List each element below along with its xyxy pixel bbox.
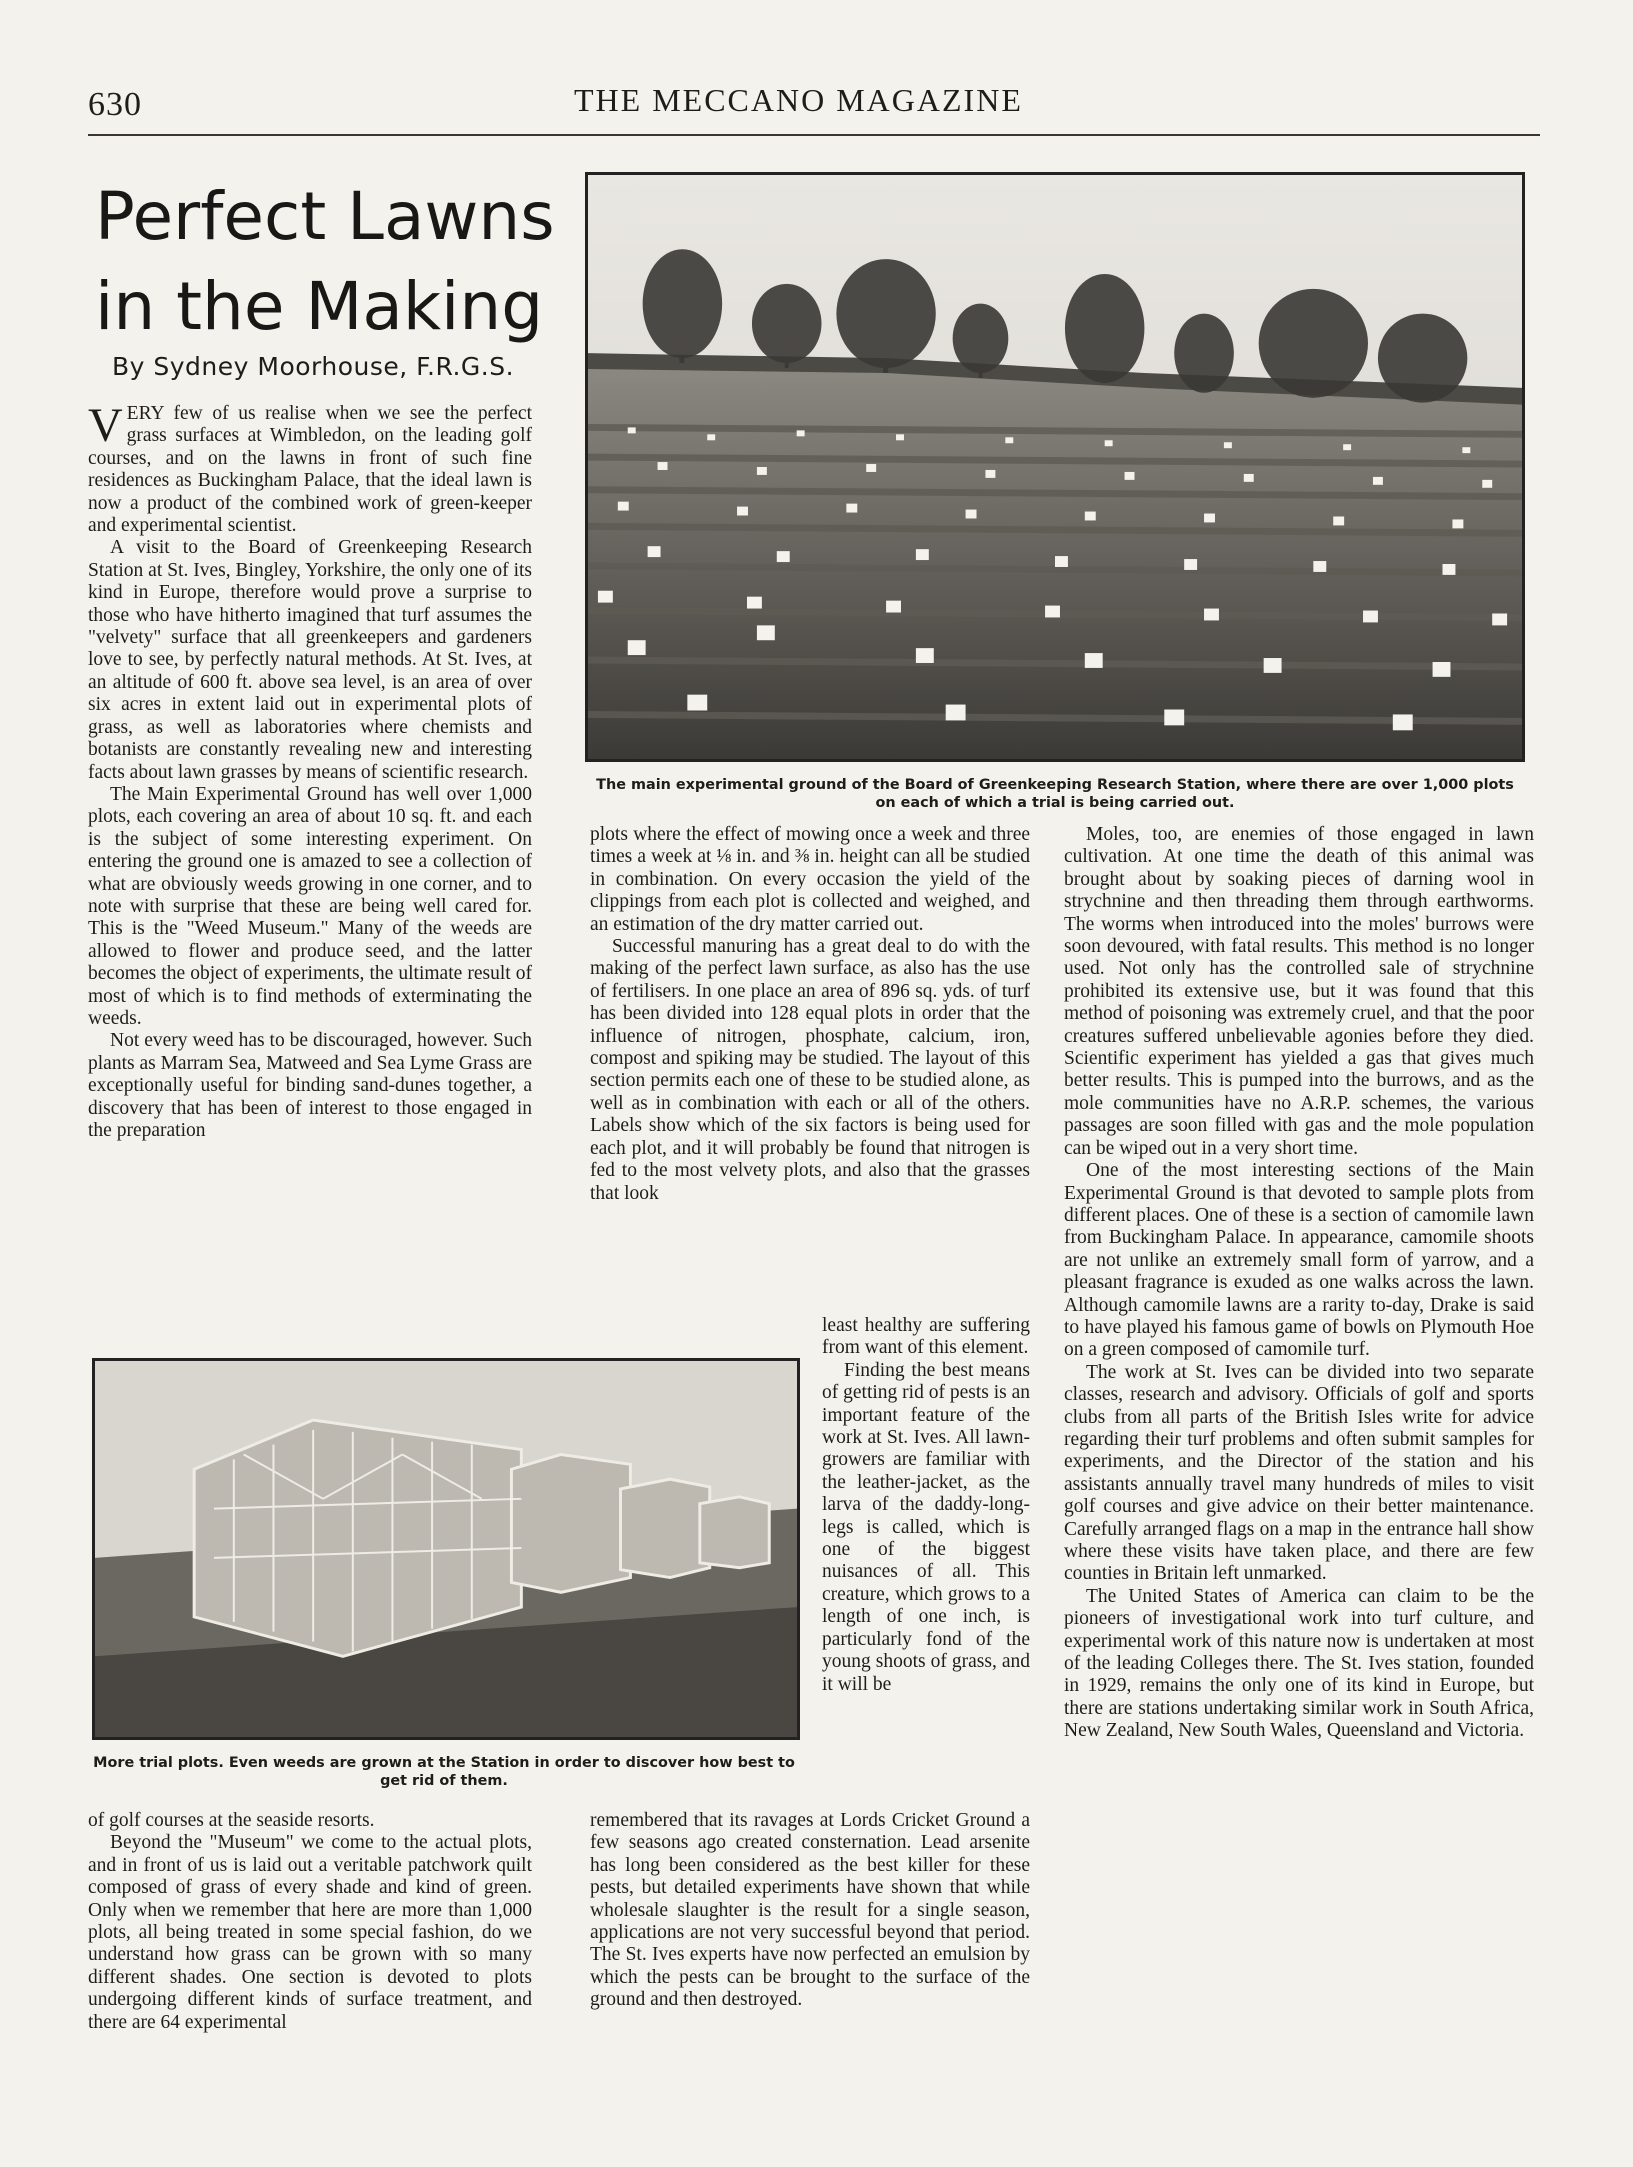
paragraph: plots where the effect of mowing once a week and three times a week at ⅛ in. and ⅜ in. height can all be studied in combination. On every occasion the yield of the clippings from each plot is collected and weighed, and an estimation of the dry matter carried out. <box>590 824 1030 935</box>
column-2-narrow <box>822 1315 1030 1696</box>
header-rule <box>88 134 1540 136</box>
magazine-title: THE MECCANO MAGAZINE <box>574 82 1023 118</box>
paragraph: The Main Experimental Ground has well over 1,000 plots, each covering an area of about 10 sq. ft. and each is the subject of some interesting experiment. On entering the ground one is amazed to see a collection of what are obviously weeds growing in one corner, and to note with surprise that these are being well cared for. This is the "Weed Museum." Many of the weeds are allowed to flower and produce seed, and the latter becomes the object of experiments, the ultimate result of most of which is to find methods of exterminating the weeds. <box>88 783 532 1029</box>
paragraph: A visit to the Board of Greenkeeping Research Station at St. Ives, Bingley, Yorkshire, the only one of its kind in Europe, therefore would prove a surprise to those who have hitherto imagined that turf assumes the "velvety" surface that all greenkeepers and gardeners love to see, by perfectly natural methods. At St. Ives, at an altitude of 600 ft. above sea level, is an area of over six acres in extent laid out in experimental plots of grass, as well as laboratories where chemists and botanists are constantly revealing new and interesting facts about lawn grasses by means of scientific research. <box>88 537 532 783</box>
column-2-top <box>590 824 1030 1205</box>
paragraph: Successful manuring has a great deal to do with the making of the perfect lawn surface, as also has the use of fertilisers. In one place an area of 896 sq. yds. of turf has been divided into 128 equal plots in order that the influence of nitrogen, phosphate, calcium, iron, compost and spiking may be studied. The layout of this section permits each one of these to be studied alone, as well as in combination with each or all of the others. Labels show which of the six factors is being used for each plot, and it will probably be found that nitrogen is fed to the most velvety plots, and also that the grasses that look <box>590 936 1030 1204</box>
paragraph: of golf courses at the seaside resorts. <box>88 1810 375 1831</box>
column-1-bottom <box>88 1810 532 2034</box>
paragraph: The United States of America can claim to be the pioneers of investigational work into turf culture, and experimental work of this nature now is undertaken at most of the leading Colleges there. The St. Ives station, founded in 1929, remains the only one of its kind in Europe, but there are stations undertaking similar work in South Africa, New Zealand, New South Wales, Queensland and Victoria. <box>1064 1585 1534 1742</box>
drop-cap: V <box>88 399 123 452</box>
experimental-ground-photo <box>585 172 1525 762</box>
article-title <box>95 172 565 352</box>
title-line-2: in the Making <box>95 268 544 345</box>
paragraph: Not every weed has to be discouraged, however. Such plants as Marram Sea, Matweed and Sea Lyme Grass are exceptionally useful for binding sand-dunes together, a discovery that has been of interest to those engaged in the preparation <box>88 1030 533 1141</box>
column-1-top <box>88 399 533 1142</box>
paragraph: Finding the best means of getting rid of pests is an important feature of the work at St. Ives. All lawn-growers are familiar with the leather-jacket, as the larva of the daddy-long-legs is called, which is one of the biggest nuisances of all. This creature, which grows to a length of one inch, is particularly fond of the young shoots of grass, and it will be <box>822 1359 1030 1695</box>
paragraph: The work at St. Ives can be divided into two separate classes, research and advisory. Officials of golf and sports clubs from all parts of the British Isles write for advice regarding their turf problems and often submit samples for experiments, and the Director of the station and his assistants annually travel many hundreds of miles to visit golf courses and give advice on their better maintenance. Carefully arranged flags on a map in the entrance hall show where these visits have taken place, and there are few counties in Britain left unmarked. <box>1064 1361 1534 1585</box>
paragraph: Moles, too, are enemies of those engaged in lawn cultivation. At one time the death of this animal was brought about by soaking pieces of darning wool in strychnine and then threading them through earthworms. The worms when introduced into the moles' burrows were soon devoured, with fatal results. This method is no longer used. Not only has the controlled sale of strychnine prohibited its extensive use, but it was found that this method of poisoning was extremely cruel, and that the poor creatures suffered unbelievable agonies before they died. Scientific experiment has yielded a gas that gives much better results. This is pumped into the burrows, and as the mole communities have no A.R.P. schemes, the various passages are soon filled with gas and the mole population can be wiped out in a very short time. <box>1064 824 1534 1159</box>
paragraph: One of the most interesting sections of the Main Experimental Ground is that devoted to sample plots from different places. One of these is a section of camomile lawn from Buckingham Palace. In appearance, camomile shoots are not unlike an extremely small form of yarrow, and a pleasant fragrance is exuded as one walks across the lawn. Although camomile lawns are a rarity to-day, Drake is said to have played his famous game of bowls on Plymouth Hoe on a green composed of camomile turf. <box>1064 1160 1534 1361</box>
page-number: 630 <box>88 86 142 123</box>
paragraph: Beyond the "Museum" we come to the actual plots, and in front of us is laid out a veritable patchwork quilt composed of grass of every shade and kind of green. Only when we remember that here are more than 1,000 plots, all being treated in some special fashion, do we understand how grass can be grown with so many different shades. One section is devoted to plots undergoing different kinds of surface treatment, and there are 64 experimental <box>88 1832 532 2033</box>
column-3 <box>1064 824 1534 1743</box>
greenhouses-photo <box>92 1358 800 1740</box>
paragraph: VERY few of us realise when we see the perfect grass surfaces at Wimbledon, on the leading golf courses, and on the lawns in front of such fine residences as Buckingham Palace, that the ideal lawn is now a product of the combined work of green-keeper and experimental scientist. <box>88 399 532 537</box>
title-line-1: Perfect Lawns <box>95 178 555 255</box>
column-2-bottom <box>590 1810 1030 2012</box>
byline: By Sydney Moorhouse, F.R.G.S. <box>112 352 515 381</box>
bottom-photo-caption: More trial plots. Even weeds are grown at the Station in order to discover how best to get rid of them. <box>93 1755 795 1789</box>
paragraph: remembered that its ravages at Lords Cricket Ground a few seasons ago created consternation. Lead arsenite has long been considered as the best killer for these pests, but detailed experiments have shown that while wholesale slaughter is the result for a single season, applications are not very successful beyond that period. The St. Ives experts have now perfected an emulsion by which the pests can be brought to the surface of the ground and then destroyed. <box>590 1810 1030 2011</box>
top-photo-caption: The main experimental ground of the Board of Greenkeeping Research Station, where there are over 1,000 plots on each of which a trial is being carried out. <box>596 777 1514 811</box>
paragraph: least healthy are suffering from want of this element. <box>822 1315 1030 1359</box>
